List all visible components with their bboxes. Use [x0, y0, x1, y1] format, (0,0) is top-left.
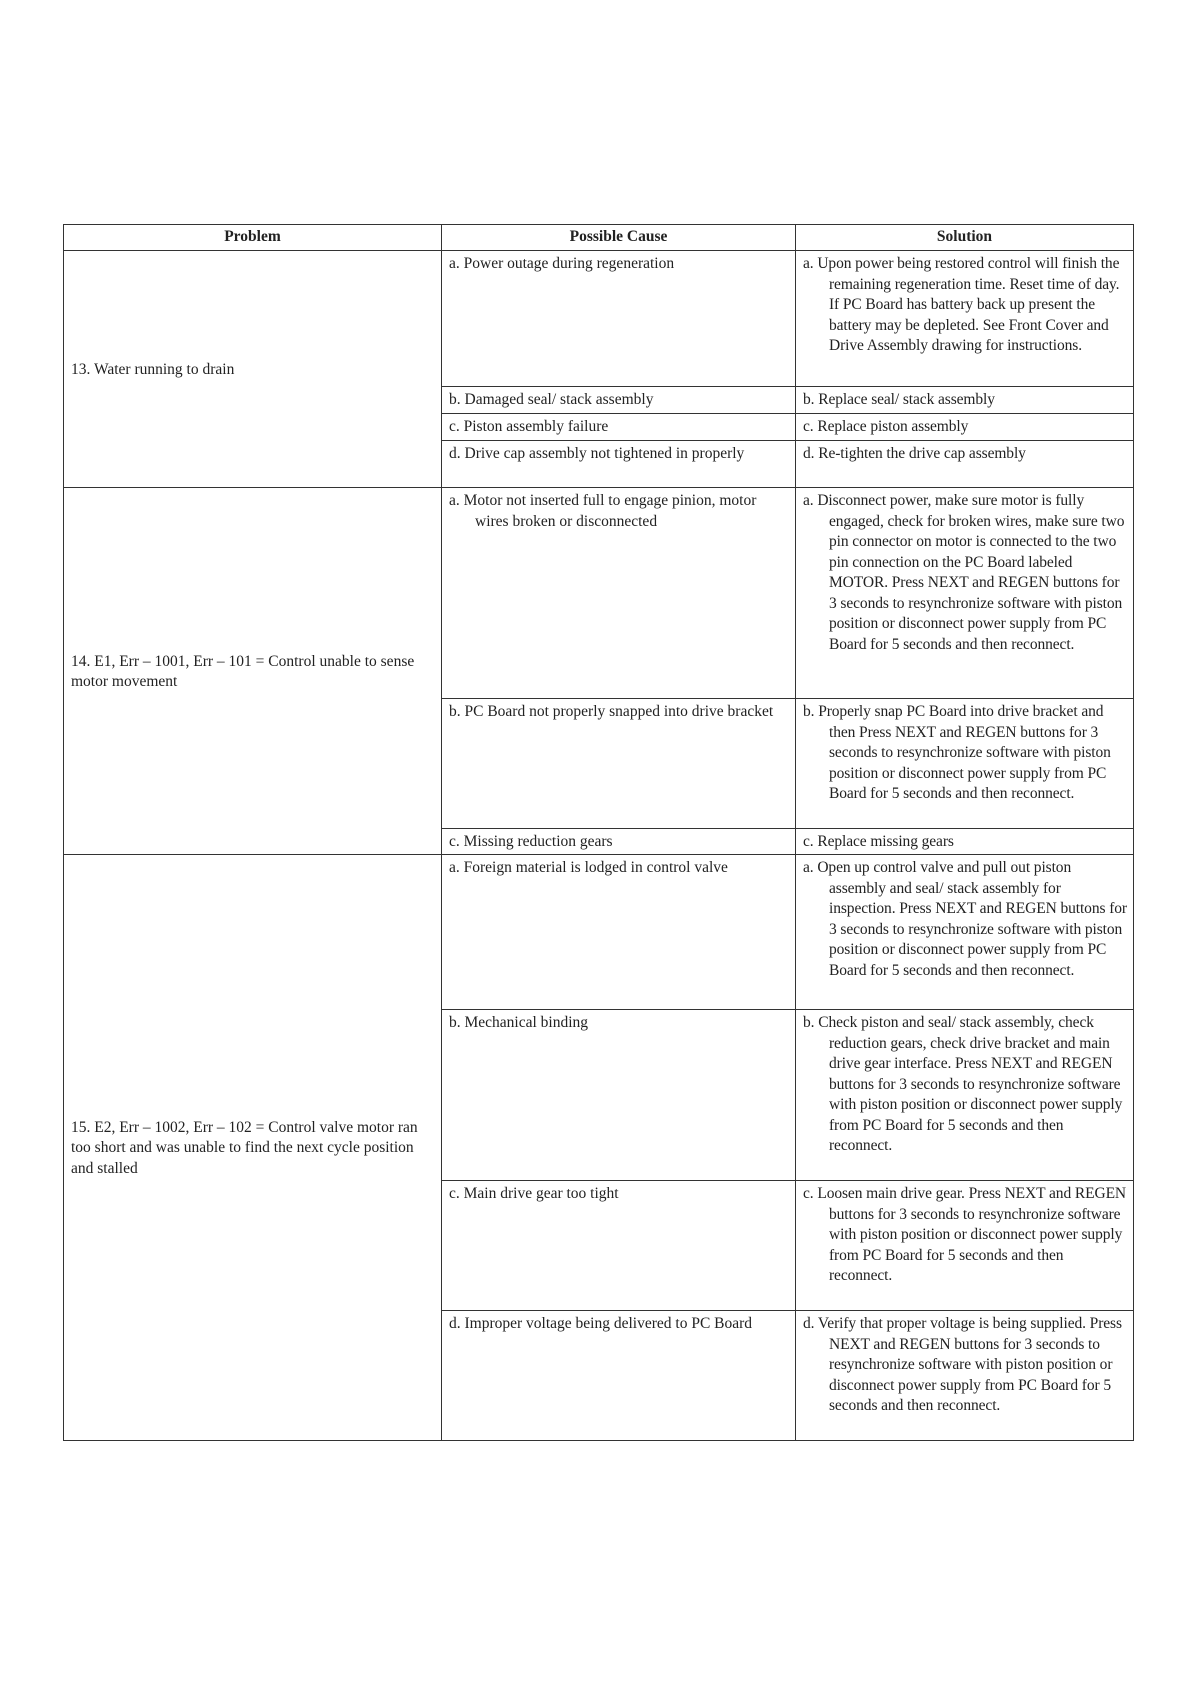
problem-13: 13. Water running to drain — [64, 251, 442, 488]
solution-text: c. Replace missing gears — [803, 833, 954, 850]
solution-text: d. Re-tighten the drive cap assembly — [803, 445, 1026, 462]
solution-cell — [796, 1311, 1134, 1441]
solution-cell — [796, 699, 1134, 829]
solution-text: b. Replace seal/ stack assembly — [803, 391, 995, 408]
header-possible-cause: Possible Cause — [442, 225, 796, 251]
solution-text: b. Check piston and seal/ stack assembly, check reduction gears, check drive bracket and main drive gear interface. Press NEXT and REGEN buttons for 3 seconds to resynchronize software with piston position or disconnect power supply from PC Board for 5 seconds and then reconnect. — [803, 1014, 1123, 1154]
solution-cell — [796, 1010, 1134, 1181]
cause-text: b. PC Board not properly snapped into drive bracket — [449, 703, 774, 720]
table-row — [64, 855, 1134, 1010]
solution-text: b. Properly snap PC Board into drive bracket and then Press NEXT and REGEN buttons for 3 seconds to resynchronize software with piston position or disconnect power supply from PC Board for 5 seconds and then reconnect. — [803, 703, 1111, 802]
problem-15: 15. E2, Err – 1002, Err – 102 = Control valve motor ran too short and was unable to find the next cycle position and stalled — [64, 855, 442, 1441]
solution-text: c. Loosen main drive gear. Press NEXT and REGEN buttons for 3 seconds to resynchronize software with piston position or disconnect power supply from PC Board for 5 seconds and then reconnect. — [803, 1185, 1127, 1284]
cause-cell — [442, 251, 796, 387]
cause-text: c. Piston assembly failure — [449, 418, 609, 435]
header-problem: Problem — [64, 225, 442, 251]
cause-text: d. Drive cap assembly not tightened in properly — [449, 445, 745, 462]
solution-cell — [796, 387, 1134, 414]
cause-text: b. Damaged seal/ stack assembly — [449, 391, 654, 408]
solution-text: d. Verify that proper voltage is being supplied. Press NEXT and REGEN buttons for 3 seconds to resynchronize software with piston position or disconnect power supply from PC Board for 5 seconds and then reconnect. — [803, 1315, 1122, 1414]
cause-cell — [442, 829, 796, 855]
cause-text: c. Main drive gear too tight — [449, 1185, 619, 1202]
cause-cell — [442, 414, 796, 441]
cause-text: d. Improper voltage being delivered to PC Board — [449, 1315, 753, 1332]
cause-text: a. Power outage during regeneration — [449, 255, 675, 272]
troubleshooting-table — [63, 224, 1134, 1441]
header-row — [64, 225, 1134, 251]
solution-cell — [796, 855, 1134, 1010]
cause-text: c. Missing reduction gears — [449, 833, 613, 850]
cause-cell — [442, 387, 796, 414]
solution-cell — [796, 488, 1134, 699]
cause-cell — [442, 441, 796, 488]
header-solution: Solution — [796, 225, 1134, 251]
solution-cell — [796, 441, 1134, 488]
solution-text: a. Disconnect power, make sure motor is fully engaged, check for broken wires, make sure two pin connector on motor is connected to the two pin connection on the PC Board labeled MOTOR. Press NEXT and REGEN buttons for 3 seconds to resynchronize software with piston position or disconnect power supply from PC Board for 5 seconds and then reconnect. — [803, 492, 1125, 653]
solution-cell — [796, 414, 1134, 441]
solution-text: c. Replace piston assembly — [803, 418, 969, 435]
cause-cell — [442, 1010, 796, 1181]
solution-text: a. Open up control valve and pull out piston assembly and seal/ stack assembly for inspection. Press NEXT and REGEN buttons for 3 seconds to resynchronize software with piston position or disconnect power supply from PC Board for 5 seconds and then reconnect. — [803, 859, 1127, 979]
table-row — [64, 251, 1134, 387]
solution-cell — [796, 829, 1134, 855]
cause-cell — [442, 488, 796, 699]
solution-text: a. Upon power being restored control will finish the remaining regeneration time. Reset time of day. If PC Board has battery back up present the battery may be depleted. See Front Cover and Drive Assembly drawing for instructions. — [803, 255, 1120, 354]
solution-cell — [796, 251, 1134, 387]
cause-cell — [442, 855, 796, 1010]
problem-14: 14. E1, Err – 1001, Err – 101 = Control unable to sense motor movement — [64, 488, 442, 855]
cause-cell — [442, 699, 796, 829]
cause-cell — [442, 1311, 796, 1441]
cause-cell — [442, 1181, 796, 1311]
cause-text: b. Mechanical binding — [449, 1014, 589, 1031]
table-row — [64, 488, 1134, 699]
solution-cell — [796, 1181, 1134, 1311]
cause-text: a. Foreign material is lodged in control valve — [449, 859, 728, 876]
cause-text: a. Motor not inserted full to engage pinion, motor wires broken or disconnected — [449, 492, 757, 530]
